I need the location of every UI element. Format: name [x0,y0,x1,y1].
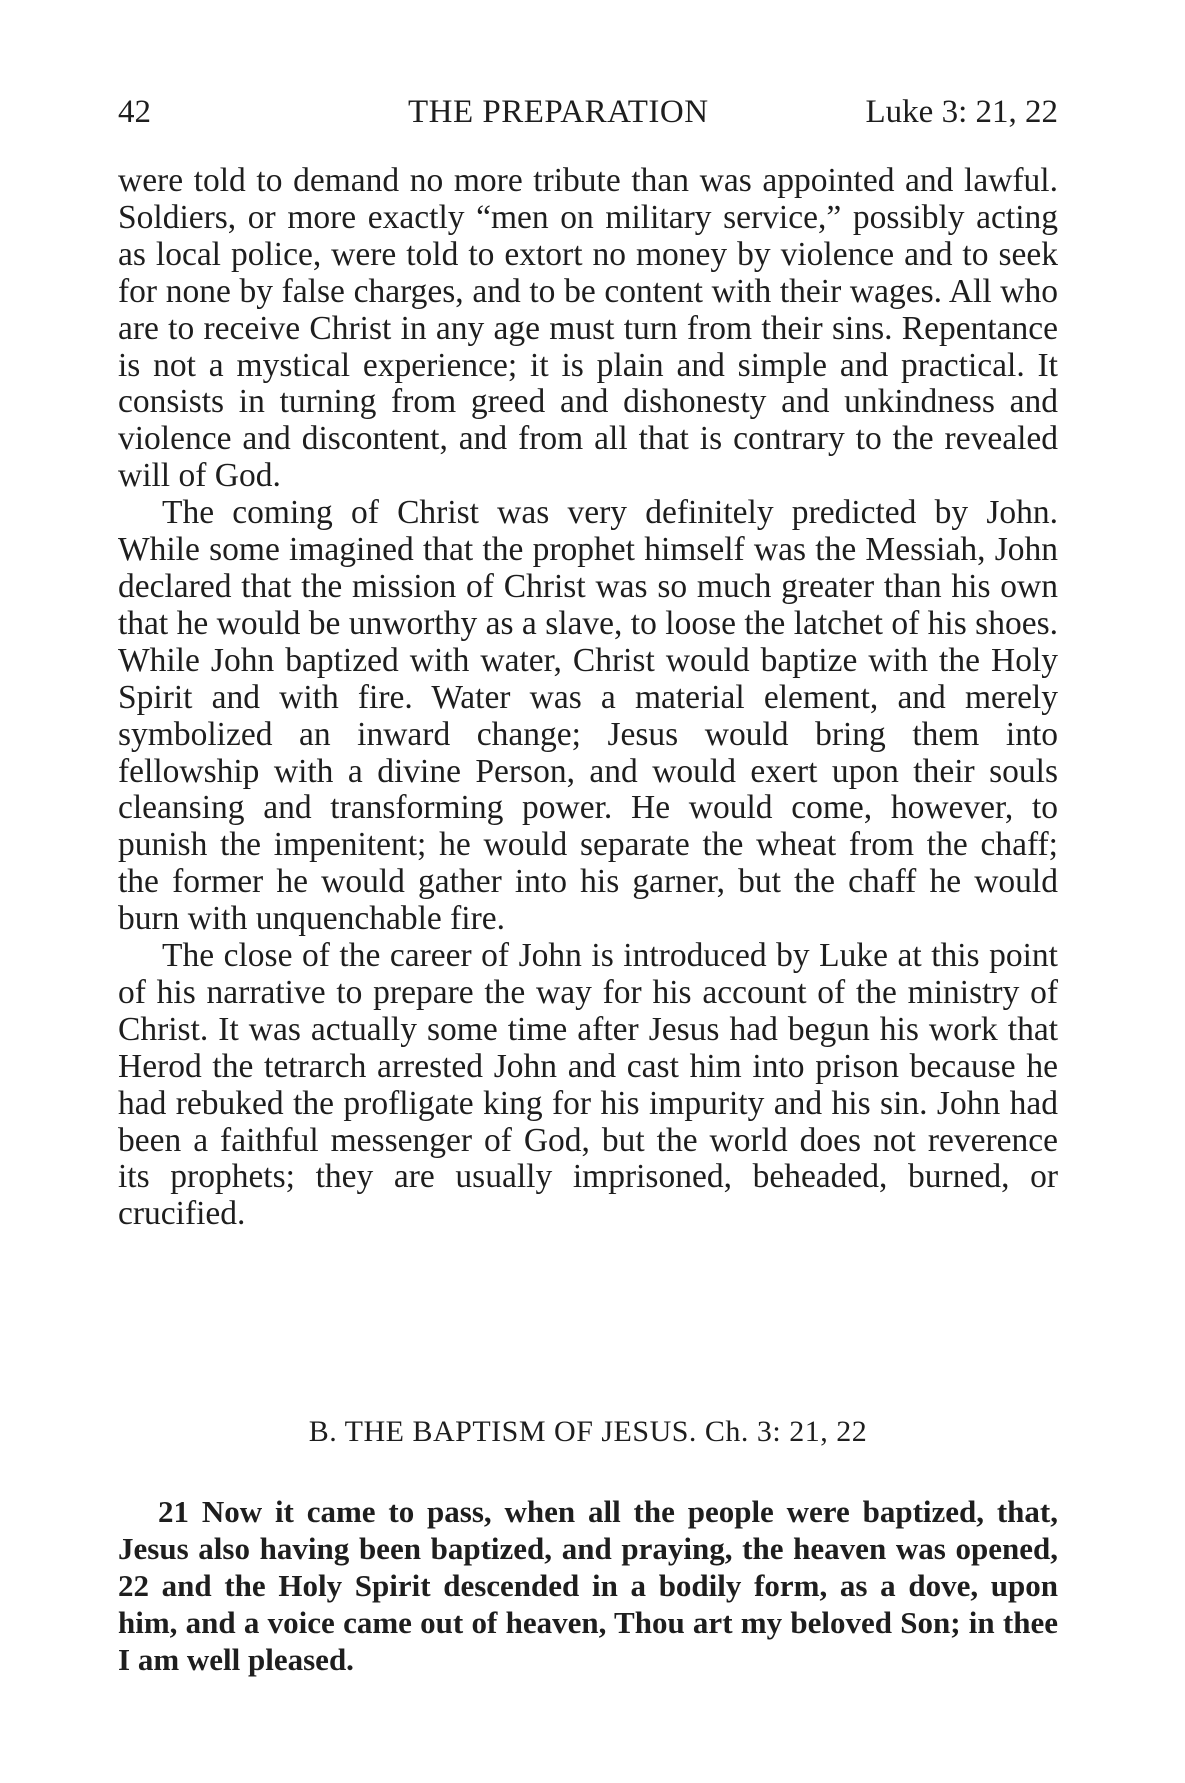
page-header [118,88,1058,136]
page-number: 42 [118,94,151,130]
running-title: THE PREPARATION [408,94,709,130]
scripture-passage [118,1493,1058,1678]
section-heading: B. THE BAPTISM OF JESUS. Ch. 3: 21, 22 [308,1415,868,1448]
scripture-reference: Luke 3: 21, 22 [865,94,1058,130]
paragraph-3: The close of the career of John is introduced by Luke at this point of his narrative to prepare the way for his account of the ministry of Christ. It was actually some time after Jesus had begun his work that Herod the tetrarch arrested John and cast him into prison because he had rebuked the profligate king for his impurity and his sin. John had been a faithful messenger of God, but the world does not reverence its prophets; they are usually imprisoned, beheaded, burned, or crucified. [118,937,1058,1233]
scripture-text: 21 Now it came to pass, when all the people were baptized, that, Jesus also having been baptized, and praying, the heaven was opened, 22 and the Holy Spirit descended in a bodily form, as a dove, upon him, and a voice came out of heaven, Thou art my beloved Son; in thee I am well pleased. [118,1494,1058,1677]
paragraph-2: The coming of Christ was very definitely predicted by John. While some imagined that the prophet himself was the Messiah, John declared that the mission of Christ was so much greater than his own that he would be unworthy as a slave, to loose the latchet of his shoes. While John baptized with water, Christ would baptize with the Holy Spirit and with fire. Water was a material element, and merely symbolized an inward change; Jesus would bring them into fellowship with a divine Person, and would exert upon their souls cleansing and transforming power. He would come, however, to punish the impenitent; he would separate the wheat from the chaff; the former he would gather into his garner, but the chaff he would burn with unquenchable fire. [118,494,1058,938]
body-text [118,163,1058,1233]
paragraph-1: were told to demand no more tribute than was appointed and lawful. Soldiers, or more exactly “men on military service,” possibly acting as local police, were told to extort no money by violence and to seek for none by false charges, and to be content with their wages. All who are to receive Christ in any age must turn from their sins. Repentance is not a mystical experience; it is plain and simple and practical. It consists in turning from greed and dishonesty and unkindness and violence and discontent, and from all that is contrary to the revealed will of God. [118,162,1058,495]
